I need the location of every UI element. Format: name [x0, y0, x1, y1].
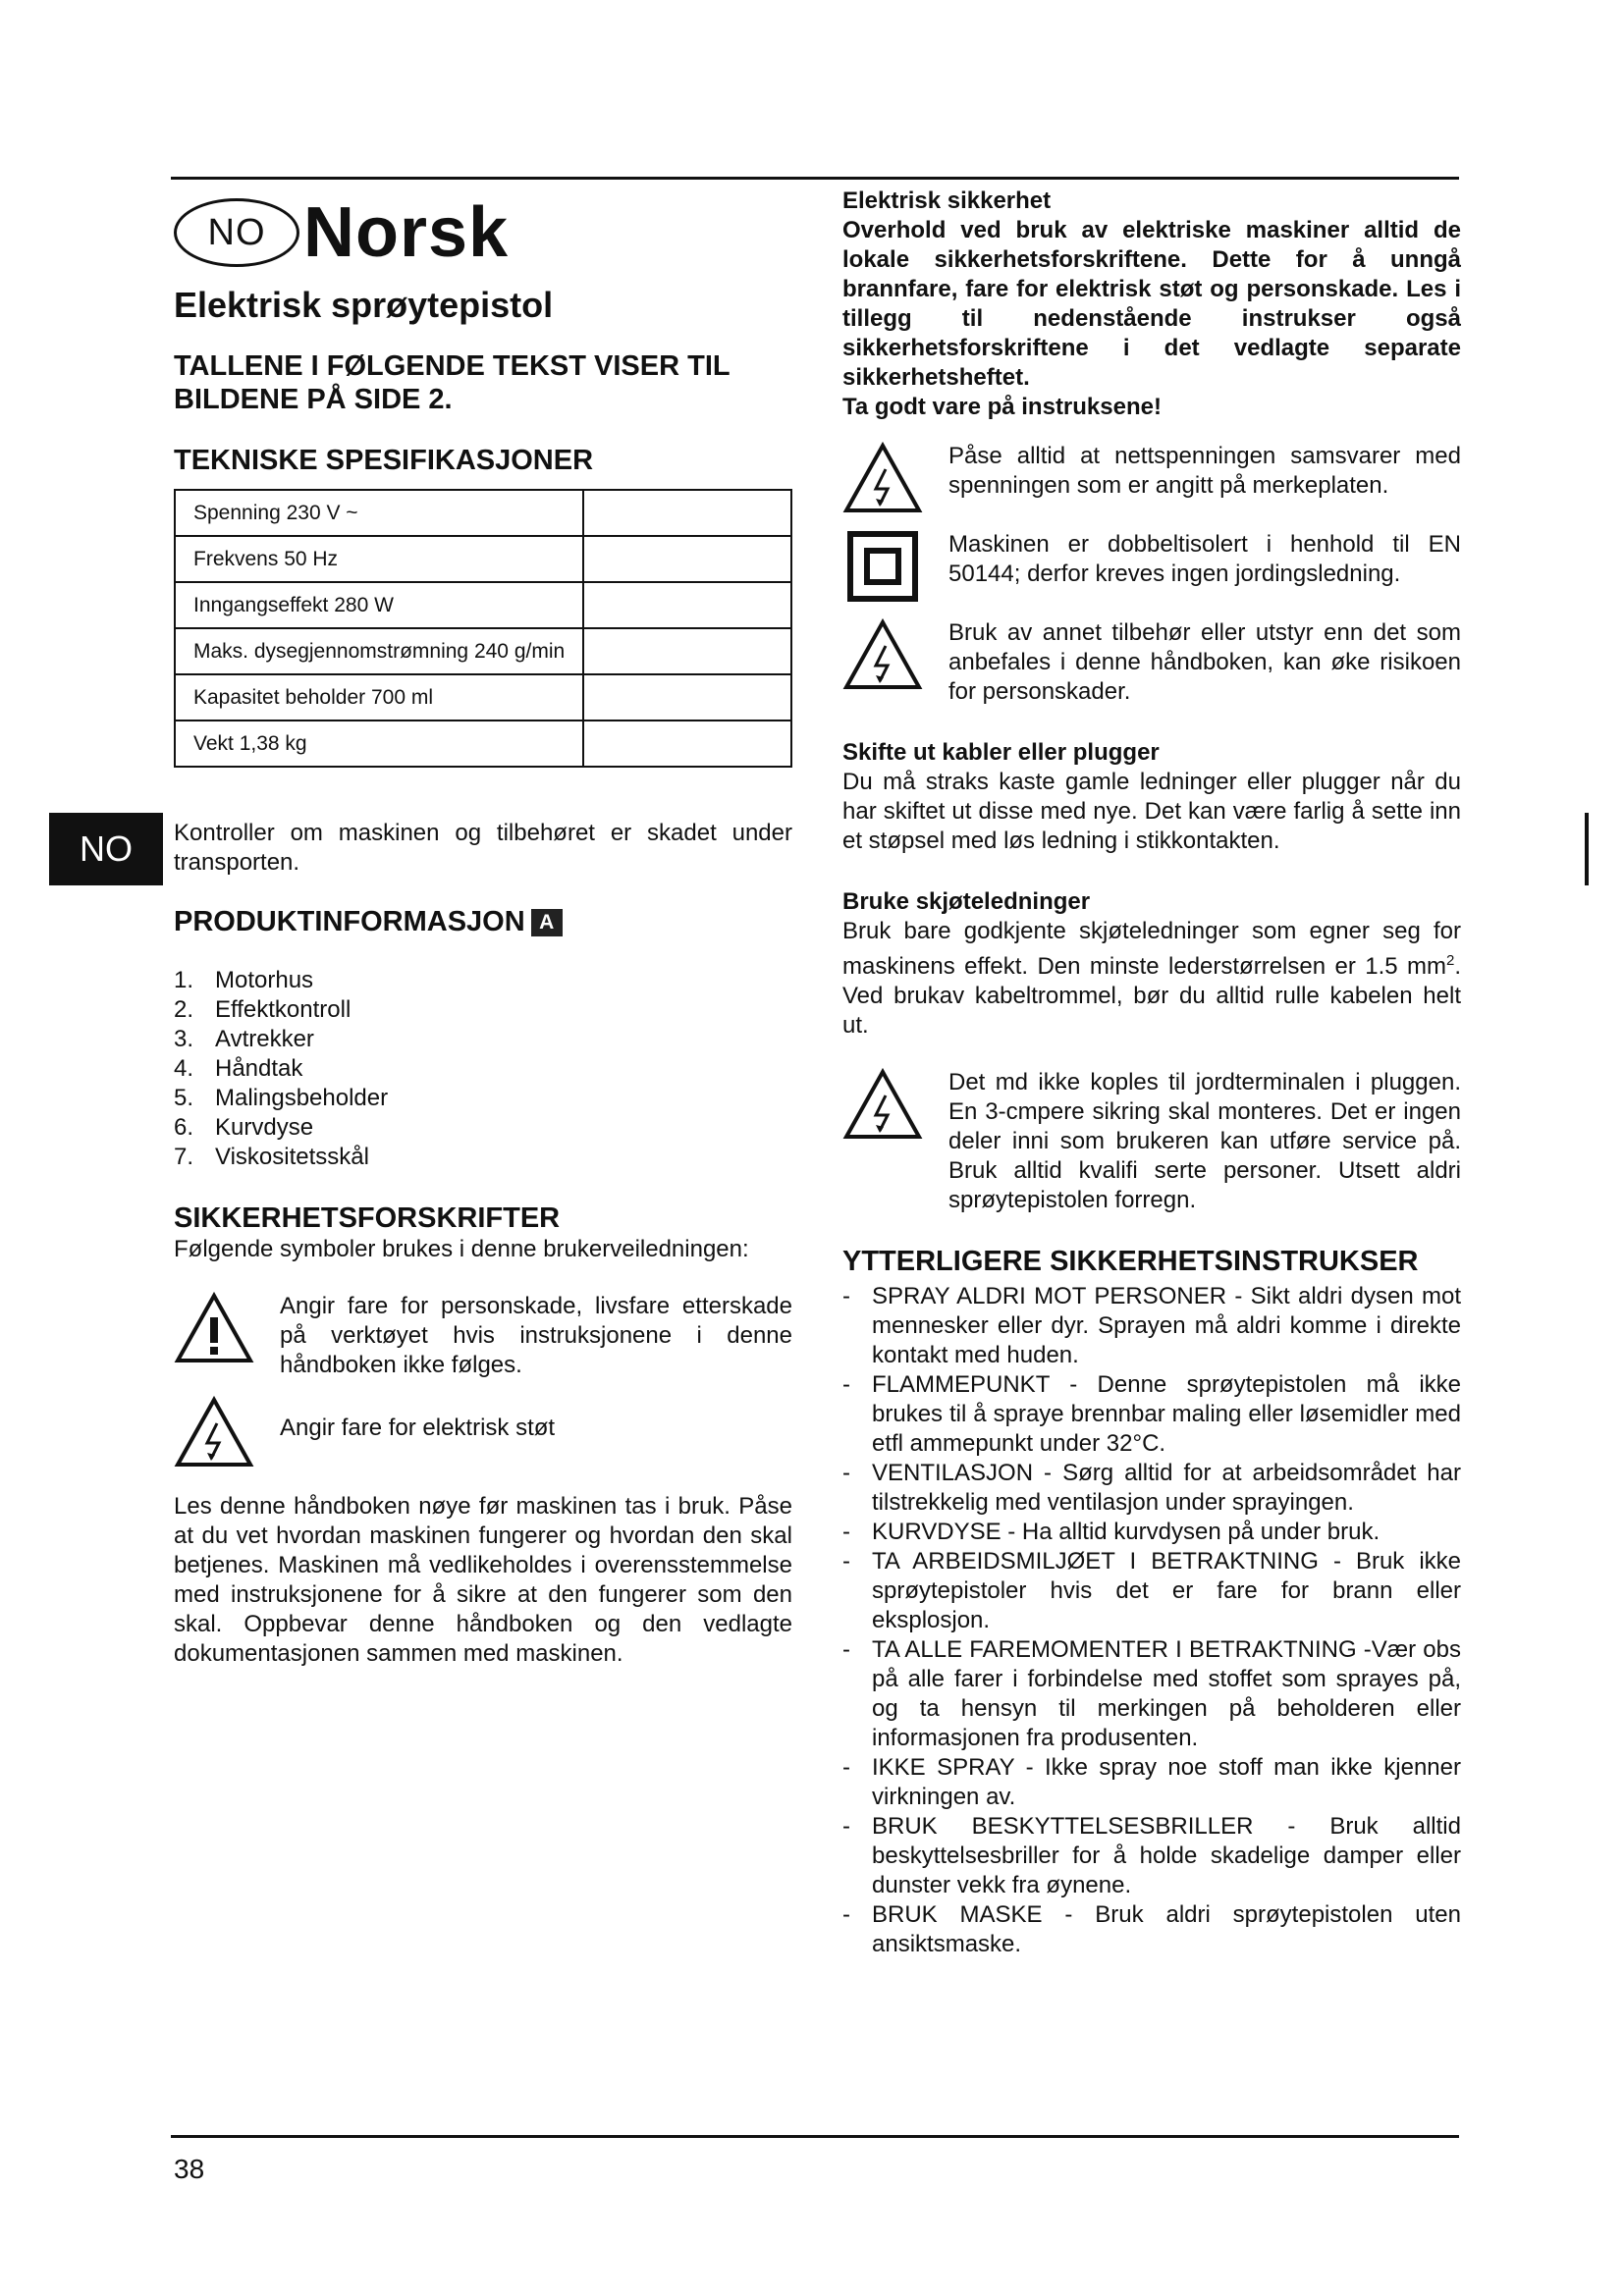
list-item: - FLAMMEPUNKT - Denne sprøytepistolen må ikke brukes til å spraye brennbar maling eller løsemidler med etfl ammepunkt under 32°C. — [842, 1371, 1461, 1457]
table-row — [175, 490, 791, 536]
spec-cell: Kapasitet beholder 700 ml — [175, 674, 583, 721]
list-item: - VENTILASJON - Sørg alltid for at arbeidsområdet har tilstrekkelig med ventilasjon under sprayingen. — [842, 1460, 1461, 1516]
warning-electric-icon — [842, 442, 923, 514]
table-row — [175, 582, 791, 628]
additional-safety-heading: YTTERLIGERE SIKKERHETSINSTRUKSER — [842, 1246, 1419, 1277]
symbol-description: Det md ikke koples til jordterminalen i pluggen. En 3-cmpere sikring skal monteres. Det er ingen deler inni som brukeren kan utføre service på. Bruk alltid kvalifi serte personer. Utsett aldri sprøytepistolen forregn. — [948, 1069, 1461, 1213]
language-side-tab: NO — [49, 813, 163, 885]
specs-table — [174, 489, 792, 768]
document-title: Elektrisk sprøytepistol — [174, 285, 554, 325]
table-row — [175, 628, 791, 674]
intro-heading: TALLENE I FØLGENDE TEKST VISER TIL BILDENE PÅ SIDE 2. — [174, 350, 731, 415]
list-item: - SPRAY ALDRI MOT PERSONER - Sikt aldri dysen mot mennesker eller dyr. Sprayen må aldri komme i direkte kontakt med huden. — [842, 1283, 1461, 1368]
list-item: 7. Viskositetsskål — [174, 1144, 369, 1170]
list-item: 4. Håndtak — [174, 1055, 303, 1082]
cables-heading: Skifte ut kabler eller plugger — [842, 739, 1160, 766]
warning-electric-icon — [842, 1068, 923, 1141]
spec-cell: Inngangseffekt 280 W — [175, 582, 583, 628]
list-item: - KURVDYSE - Ha alltid kurvdysen på under bruk. — [842, 1519, 1380, 1545]
extension-text: Bruk bare godkjente skjøteledninger som egner seg for maskinens effekt. Den minste lederstørrelsen er 1.5 $mm^2$. Ved brukav kabeltrommel, bør du alltid rulle kabelen helt ut. — [842, 918, 1461, 1039]
spec-cell: Frekvens 50 Hz — [175, 536, 583, 582]
warning-exclamation-icon — [174, 1292, 254, 1364]
left-column — [174, 187, 792, 1669]
spec-empty-cell — [583, 674, 791, 721]
list-item: 1. Motorhus — [174, 967, 314, 993]
right-column — [842, 187, 1461, 1959]
spec-cell: Maks. dysegjennomstrømning 240 g/min — [175, 628, 583, 674]
electrical-safety-text: Overhold ved bruk av elektriske maskiner alltid de lokale sikkerhetsforskriftene. Dette for å unngå brannfare, fare for elektrisk støt og personskade. Les i tillegg til nedenstående instrukser også sikkerhetsforskriftene i det vedlagte separate sikkerhetsheftet. — [842, 217, 1461, 391]
symbol-row — [842, 1068, 1461, 1215]
list-item: 6. Kurvdyse — [174, 1114, 314, 1141]
safety-intro-text: Følgende symboler brukes i denne brukerveiledningen: — [174, 1236, 749, 1262]
list-item: 2. Effektkontroll — [174, 996, 352, 1023]
symbol-row — [174, 1396, 792, 1468]
spec-empty-cell — [583, 536, 791, 582]
keep-instructions-text: Ta godt vare på instruksene! — [842, 394, 1162, 420]
electrical-safety-block — [842, 187, 1461, 422]
safety-heading: SIKKERHETSFORSKRIFTER — [174, 1202, 561, 1234]
language-name: Norsk — [303, 193, 510, 272]
symbol-row — [842, 618, 1461, 707]
list-item: - TA ARBEIDSMILJØET I BETRAKTNING - Bruk ikke sprøytepistoler hvis det er fare for brann eller eksplosjon. — [842, 1548, 1461, 1633]
spec-cell: Vekt 1,38 kg — [175, 721, 583, 767]
parts-list — [174, 966, 792, 1172]
figure-marker-a: A — [531, 909, 563, 936]
page-number: 38 — [174, 2154, 205, 2184]
spec-cell: Spenning 230 V ~ — [175, 490, 583, 536]
warning-electric-icon — [842, 618, 923, 691]
symbol-row — [174, 1292, 792, 1380]
language-code-badge: NO — [174, 198, 299, 267]
spec-empty-cell — [583, 721, 791, 767]
read-manual-text: Les denne håndboken nøye før maskinen tas i bruk. Påse at du vet hvordan maskinen fungerer og hvordan den skal betjenes. Maskinen må vedlikeholdes i overensstemmelse med instruksjonene for å sikre at den fungerer som den skal. Oppbevar denne håndboken og den vedlagte dokumentasjonen sammen med maskinen. — [174, 1493, 792, 1667]
table-row — [175, 536, 791, 582]
side-bar-marker — [1585, 813, 1589, 885]
product-info-heading: PRODUKTINFORMASJON A — [174, 905, 792, 938]
language-header — [174, 190, 792, 275]
spec-empty-cell — [583, 628, 791, 674]
extension-heading: Bruke skjøteledninger — [842, 888, 1091, 915]
spec-empty-cell — [583, 490, 791, 536]
symbol-row — [842, 442, 1461, 514]
symbol-description: Angir fare for personskade, livsfare etterskade på verktøyet hvis instruksjonene i denne håndboken ikke følges. — [280, 1293, 792, 1378]
spec-empty-cell — [583, 582, 791, 628]
specs-heading: TEKNISKE SPESIFIKASJONER — [174, 445, 594, 476]
list-item: 3. Avtrekker — [174, 1026, 314, 1052]
table-row — [175, 721, 791, 767]
check-transport-text: Kontroller om maskinen og tilbehøret er skadet under transporten. — [174, 820, 792, 876]
list-item: - IKKE SPRAY - Ikke spray noe stoff man ikke kjenner virkningen av. — [842, 1754, 1461, 1810]
cables-text: Du må straks kaste gamle ledninger eller plugger når du har skiftet ut disse med nye. Det kan være farlig å sette inn et støpsel med løs ledning i stikkontakten. — [842, 769, 1461, 854]
symbol-description: Angir fare for elektrisk støt — [280, 1415, 556, 1441]
warning-electric-icon — [174, 1396, 254, 1468]
list-item: - TA ALLE FAREMOMENTER I BETRAKTNING -Vær obs på alle farer i forbindelse med stoffet som sprayes på, og ta hensyn til merkingen på beholderen eller informasjonen fra produsenten. — [842, 1636, 1461, 1751]
list-item: - BRUK MASKE - Bruk aldri sprøytepistolen uten ansiktsmaske. — [842, 1901, 1461, 1957]
double-insulation-icon — [842, 530, 923, 603]
top-rule — [171, 177, 1459, 180]
bottom-rule — [171, 2135, 1459, 2138]
symbol-description: Bruk av annet tilbehør eller utstyr enn det som anbefales i denne håndboken, kan øke risikoen for personskader. — [948, 619, 1461, 705]
symbol-description: Påse alltid at nettspenningen samsvarer med spenningen som er angitt på merkeplaten. — [948, 443, 1461, 499]
symbol-description: Maskinen er dobbeltisolert i henhold til EN 50144; derfor kreves ingen jordingsledning. — [948, 531, 1461, 587]
symbol-row — [842, 530, 1461, 603]
list-item: 5. Malingsbeholder — [174, 1085, 389, 1111]
electrical-safety-heading: Elektrisk sikkerhet — [842, 187, 1052, 214]
additional-safety-list — [842, 1282, 1461, 1959]
table-row — [175, 674, 791, 721]
list-item: - BRUK BESKYTTELSESBRILLER - Bruk alltid beskyttelsesbriller for å holde skadelige damper eller dunster vekk fra øynene. — [842, 1813, 1461, 1898]
